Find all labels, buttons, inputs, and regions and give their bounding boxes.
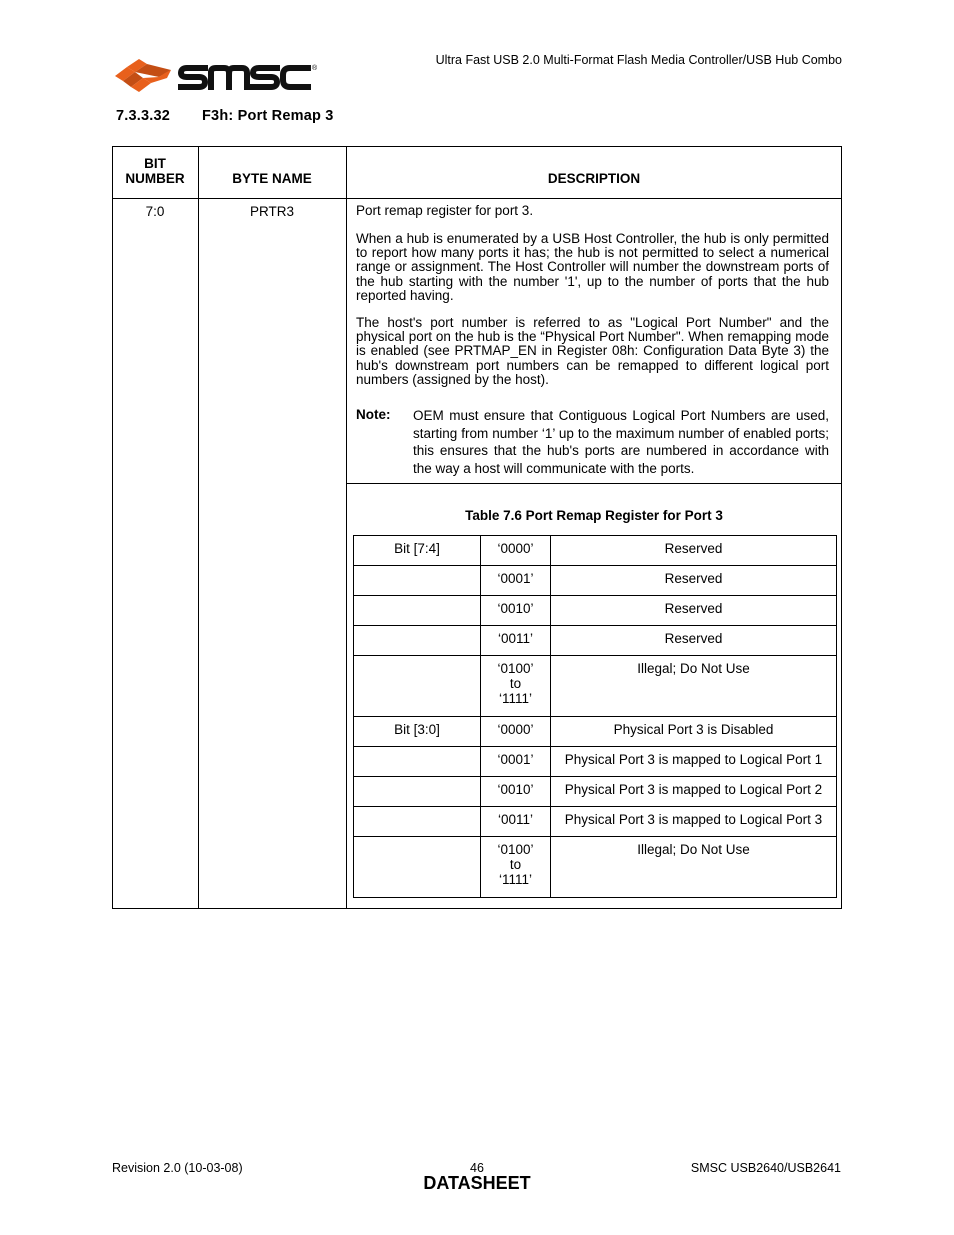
section-number: 7.3.3.32 bbox=[116, 108, 171, 124]
bit-value: 7:0 bbox=[145, 204, 165, 219]
bits-cell: Bit [7:4] bbox=[354, 536, 481, 566]
bits-cell bbox=[354, 566, 481, 596]
header-byte-name: BYTE NAME bbox=[232, 171, 312, 186]
meaning-cell: Illegal; Do Not Use bbox=[551, 837, 837, 898]
value-cell: ‘0100’ to ‘1111’ bbox=[481, 837, 551, 898]
table-row bbox=[354, 777, 837, 807]
bits-cell bbox=[354, 596, 481, 626]
table-row bbox=[354, 656, 837, 717]
bits-cell bbox=[354, 837, 481, 898]
bits-cell bbox=[354, 656, 481, 717]
description-paragraph: Port remap register for port 3. bbox=[356, 203, 534, 218]
value-cell: ‘0000’ bbox=[481, 717, 551, 747]
meaning-cell: Reserved bbox=[551, 626, 837, 656]
table-row bbox=[354, 536, 837, 566]
bits-cell: Bit [3:0] bbox=[354, 717, 481, 747]
logo-mark-icon bbox=[115, 59, 171, 92]
table-caption: Table 7.6 Port Remap Register for Port 3 bbox=[465, 508, 723, 523]
header-title: Ultra Fast USB 2.0 Multi-Format Flash Media Controller/USB Hub Combo bbox=[435, 53, 842, 67]
bits-cell bbox=[354, 777, 481, 807]
description-paragraph: When a hub is enumerated by a USB Host Controller, the hub is only permitted to report how many ports it has; the hub is not permitted to select a numerical range or assignment. The Host Controller will number the downstream ports of the hub starting with the number '1', up to the number of ports that the hub reported having. bbox=[356, 231, 829, 303]
table-row bbox=[354, 747, 837, 777]
byte-name-value: PRTR3 bbox=[249, 204, 294, 219]
svg-text:®: ® bbox=[312, 65, 318, 72]
table-divider bbox=[346, 146, 347, 908]
meaning-cell: Reserved bbox=[551, 596, 837, 626]
value-cell: ‘0011’ bbox=[481, 807, 551, 837]
footer-revision: Revision 2.0 (10-03-08) bbox=[112, 1161, 243, 1175]
bits-cell bbox=[354, 807, 481, 837]
meaning-cell: Physical Port 3 is mapped to Logical Port 3 bbox=[551, 807, 837, 837]
meaning-cell: Physical Port 3 is Disabled bbox=[551, 717, 837, 747]
meaning-cell: Reserved bbox=[551, 536, 837, 566]
value-cell: ‘0011’ bbox=[481, 626, 551, 656]
bits-cell bbox=[354, 626, 481, 656]
value-cell: ‘0000’ bbox=[481, 536, 551, 566]
logo-wordmark bbox=[181, 68, 308, 87]
table-row bbox=[354, 626, 837, 656]
meaning-cell: Physical Port 3 is mapped to Logical Port 2 bbox=[551, 777, 837, 807]
table-row bbox=[354, 596, 837, 626]
header-bit-number: BIT NUMBER bbox=[125, 156, 185, 186]
table-row bbox=[354, 807, 837, 837]
footer-page-number: 46 bbox=[470, 1161, 484, 1175]
bits-cell bbox=[354, 747, 481, 777]
meaning-cell: Illegal; Do Not Use bbox=[551, 656, 837, 717]
description-paragraph: The host's port number is referred to as "Logical Port Number" and the physical port on the hub is the “Physical Port Number". When remapping mode is enabled (see PRTMAP_EN in Register 08h: Configuration Data Byte 3) the hub's downstream port numbers can be remapped to different logical port numbers (assigned by the host). bbox=[356, 315, 829, 387]
header-rule bbox=[112, 198, 842, 199]
smsc-logo bbox=[113, 56, 323, 94]
footer-document-type: DATASHEET bbox=[423, 1173, 531, 1193]
value-cell: ‘0001’ bbox=[481, 747, 551, 777]
value-cell: ‘0100’ to ‘1111’ bbox=[481, 656, 551, 717]
footer-product: SMSC USB2640/USB2641 bbox=[690, 1161, 841, 1175]
section-heading bbox=[116, 108, 334, 124]
table-row bbox=[354, 566, 837, 596]
note-label: Note: bbox=[356, 407, 391, 422]
meaning-cell: Physical Port 3 is mapped to Logical Port 1 bbox=[551, 747, 837, 777]
table-divider bbox=[198, 146, 199, 908]
value-cell: ‘0010’ bbox=[481, 596, 551, 626]
header-description: DESCRIPTION bbox=[547, 171, 641, 186]
description-rule bbox=[346, 483, 842, 484]
meaning-cell: Reserved bbox=[551, 566, 837, 596]
value-cell: ‘0010’ bbox=[481, 777, 551, 807]
section-title: F3h: Port Remap 3 bbox=[202, 108, 334, 124]
note-text: OEM must ensure that Contiguous Logical Port Numbers are used, starting from number ‘1’ up to the maximum number of enabled ports; this ensures that the hub's ports are numbered in accordance with the way a host will communicate with the ports. bbox=[413, 408, 829, 476]
table-row bbox=[354, 717, 837, 747]
value-cell: ‘0001’ bbox=[481, 566, 551, 596]
port-remap-table bbox=[353, 535, 837, 898]
table-row bbox=[354, 837, 837, 898]
